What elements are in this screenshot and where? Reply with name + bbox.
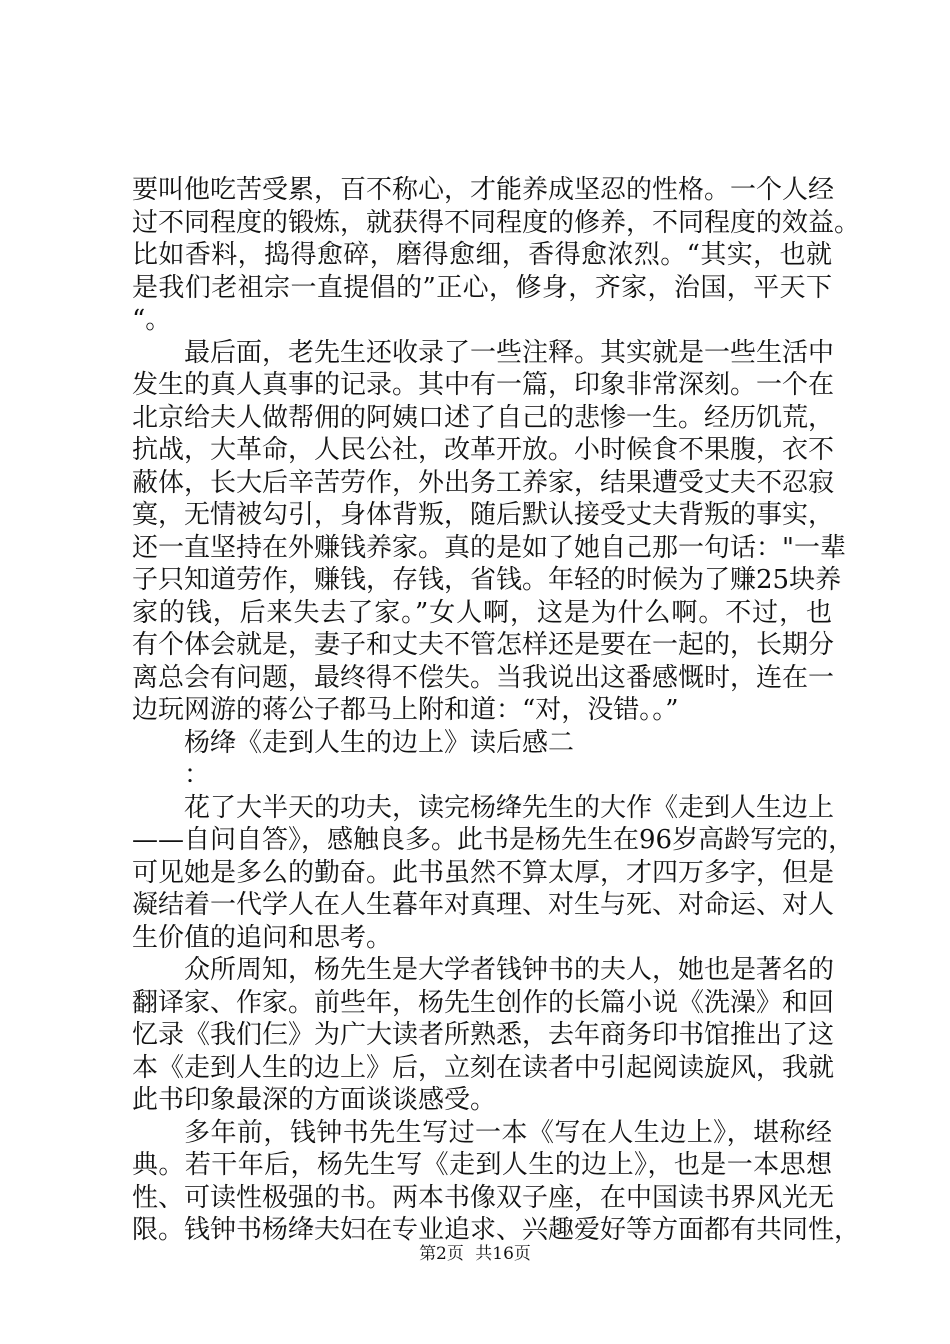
- text-line: 蔽体，长大后辛苦劳作，外出务工养家，结果遭受丈夫不忍寂: [132, 467, 835, 498]
- text-line: 最后面，老先生还收录了一些注释。其实就是一些生活中: [184, 337, 835, 368]
- text-line: 凝结着一代学人在人生暮年对真理、对生与死、对命运、对人: [132, 890, 835, 920]
- text-line: 离总会有问题，最终得不偿失。当我说出这番感慨时，连在一: [132, 662, 835, 693]
- page-number: 第2页: [419, 1244, 464, 1264]
- text-line: 花了大半天的功夫，读完杨绛先生的大作《走到人生边上: [184, 792, 835, 823]
- text-line: 众所周知，杨先生是大学者钱钟书的夫人，她也是著名的: [184, 955, 835, 985]
- text-line: 此书印象最深的方面谈谈感受。: [132, 1085, 497, 1115]
- page-total: 共16页: [475, 1244, 531, 1264]
- text-line: 过不同程度的锻炼，就获得不同程度的修养，不同程度的效益。: [132, 207, 861, 238]
- text-line: 性、可读性极强的书。两本书像双子座，在中国读书界风光无: [132, 1182, 835, 1213]
- text-line: 可见她是多么的勤奋。此书虽然不算太厚，才四万多字，但是: [132, 857, 835, 888]
- text-line: 家的钱，后来失去了家。”女人啊，这是为什么啊。不过，也: [132, 597, 832, 628]
- text-line: 忆录《我们仨》为广大读者所熟悉，去年商务印书馆推出了这: [132, 1020, 835, 1050]
- text-line: 要叫他吃苦受累，百不称心，才能养成坚忍的性格。一个人经: [132, 175, 835, 205]
- text-line: “。: [132, 305, 172, 335]
- text-line: 边玩网游的蒋公子都马上附和道：“对，没错。。”: [132, 695, 679, 725]
- text-line: ：: [184, 760, 211, 790]
- text-line: 比如香料，捣得愈碎，磨得愈细，香得愈浓烈。“其实，也就: [132, 240, 832, 270]
- text-line: 典。若干年后，杨先生写《走到人生的边上》，也是一本思想: [132, 1150, 832, 1180]
- text-line: 抗战，大革命，人民公社，改革开放。小时候食不果腹，衣不: [132, 435, 835, 465]
- text-line: 还一直坚持在外赚钱养家。真的是如了她自己那一句话："一辈: [132, 532, 846, 563]
- text-line: 本《走到人生的边上》后，立刻在读者中引起阅读旋风，我就: [132, 1052, 835, 1083]
- text-line: 子只知道劳作，赚钱，存钱，省钱。年轻的时候为了赚25块养: [132, 565, 842, 595]
- page-footer: [0, 1239, 950, 1264]
- text-line: 限。钱钟书杨绛夫妇在专业追求、兴趣爱好等方面都有共同性，: [132, 1215, 861, 1245]
- text-line: 是我们老祖宗一直提倡的”正心，修身，齐家，治国，平天下: [132, 272, 832, 303]
- text-line: 多年前，钱钟书先生写过一本《写在人生边上》，堪称经: [184, 1117, 832, 1148]
- text-line: 生价值的追问和思考。: [132, 922, 393, 953]
- text-line: 杨绛《走到人生的边上》读后感二: [184, 727, 575, 758]
- text-line: 有个体会就是，妻子和丈夫不管怎样还是要在一起的，长期分: [132, 630, 835, 660]
- text-line: 北京给夫人做帮佣的阿姨口述了自己的悲惨一生。经历饥荒，: [132, 402, 835, 433]
- document-body: [132, 174, 861, 1247]
- text-line: ——自问自答》，感触良多。此书是杨先生在96岁高龄写完的，: [132, 825, 855, 855]
- text-line: 发生的真人真事的记录。其中有一篇，印象非常深刻。一个在: [132, 370, 835, 400]
- text-line: 寞，无情被勾引，身体背叛，随后默认接受丈夫背叛的事实，: [132, 500, 835, 530]
- text-line: 翻译家、作家。前些年，杨先生创作的长篇小说《洗澡》和回: [132, 987, 835, 1018]
